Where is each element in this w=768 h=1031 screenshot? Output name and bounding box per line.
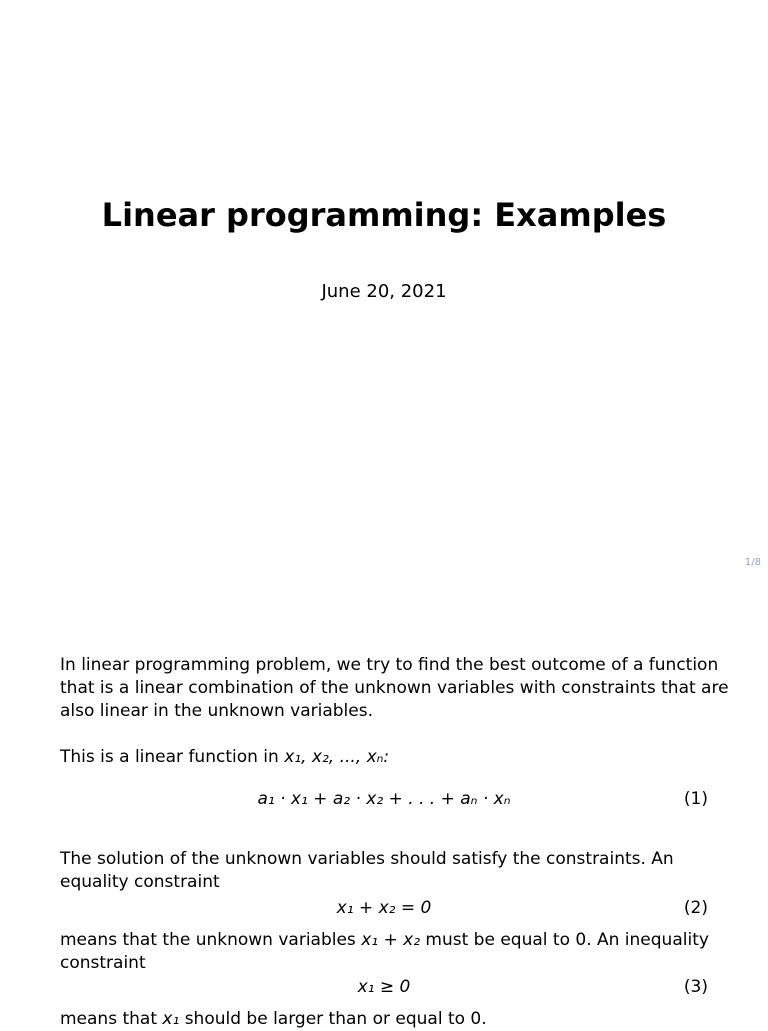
equation-1-number: (1) [683, 789, 708, 809]
equation-2 [60, 895, 708, 921]
constraint-line-1: The solution of the unknown variables should satisfy the constraints. An [60, 849, 674, 869]
page-title: Linear programming: Examples [101, 196, 667, 234]
intro-line-1: In linear programming problem, we try to find the best outcome of a function [60, 655, 719, 675]
equality-explanation-paragraph [60, 929, 720, 975]
date: June 20, 2021 [321, 281, 447, 302]
constraint-line-2: equality constraint [60, 872, 220, 892]
equation-2-number: (2) [683, 898, 708, 918]
equation-2-expression: x₁ + x₂ = 0 [336, 898, 432, 918]
equation-1 [60, 786, 708, 812]
linear-function-vars: x₁, x₂, ..., xₙ: [284, 747, 390, 767]
intro-line-3: also linear in the unknown variables. [60, 701, 373, 721]
inequality-math: x₁ [162, 1009, 180, 1029]
intro-paragraph [60, 654, 729, 723]
inequality-prefix: means that [60, 1009, 157, 1029]
intro-line-2: that is a linear combination of the unknown variables with constraints that are [60, 678, 729, 698]
equality-line-2: constraint [60, 953, 146, 973]
equality-line-1-math: x₁ + x₂ [361, 930, 421, 950]
equation-1-expression: a₁ · x₁ + a₂ · x₂ + . . . + aₙ · xₙ [257, 789, 511, 809]
equation-3 [60, 974, 708, 1000]
linear-function-paragraph [60, 746, 720, 769]
equation-3-number: (3) [683, 977, 708, 997]
equality-line-1 [60, 929, 720, 952]
equality-line-1-prefix: means that the unknown variables [60, 930, 356, 950]
linear-function-text: This is a linear function in [60, 747, 279, 767]
equation-3-expression: x₁ ≥ 0 [357, 977, 411, 997]
content-slide [0, 576, 768, 1029]
page-number: 1/8 [744, 557, 761, 568]
constraint-paragraph [60, 848, 720, 894]
equality-line-1-suffix: must be equal to 0. An inequality [425, 930, 709, 950]
inequality-suffix: should be larger than or equal to 0. [184, 1009, 487, 1029]
inequality-explanation-paragraph [60, 1008, 720, 1031]
